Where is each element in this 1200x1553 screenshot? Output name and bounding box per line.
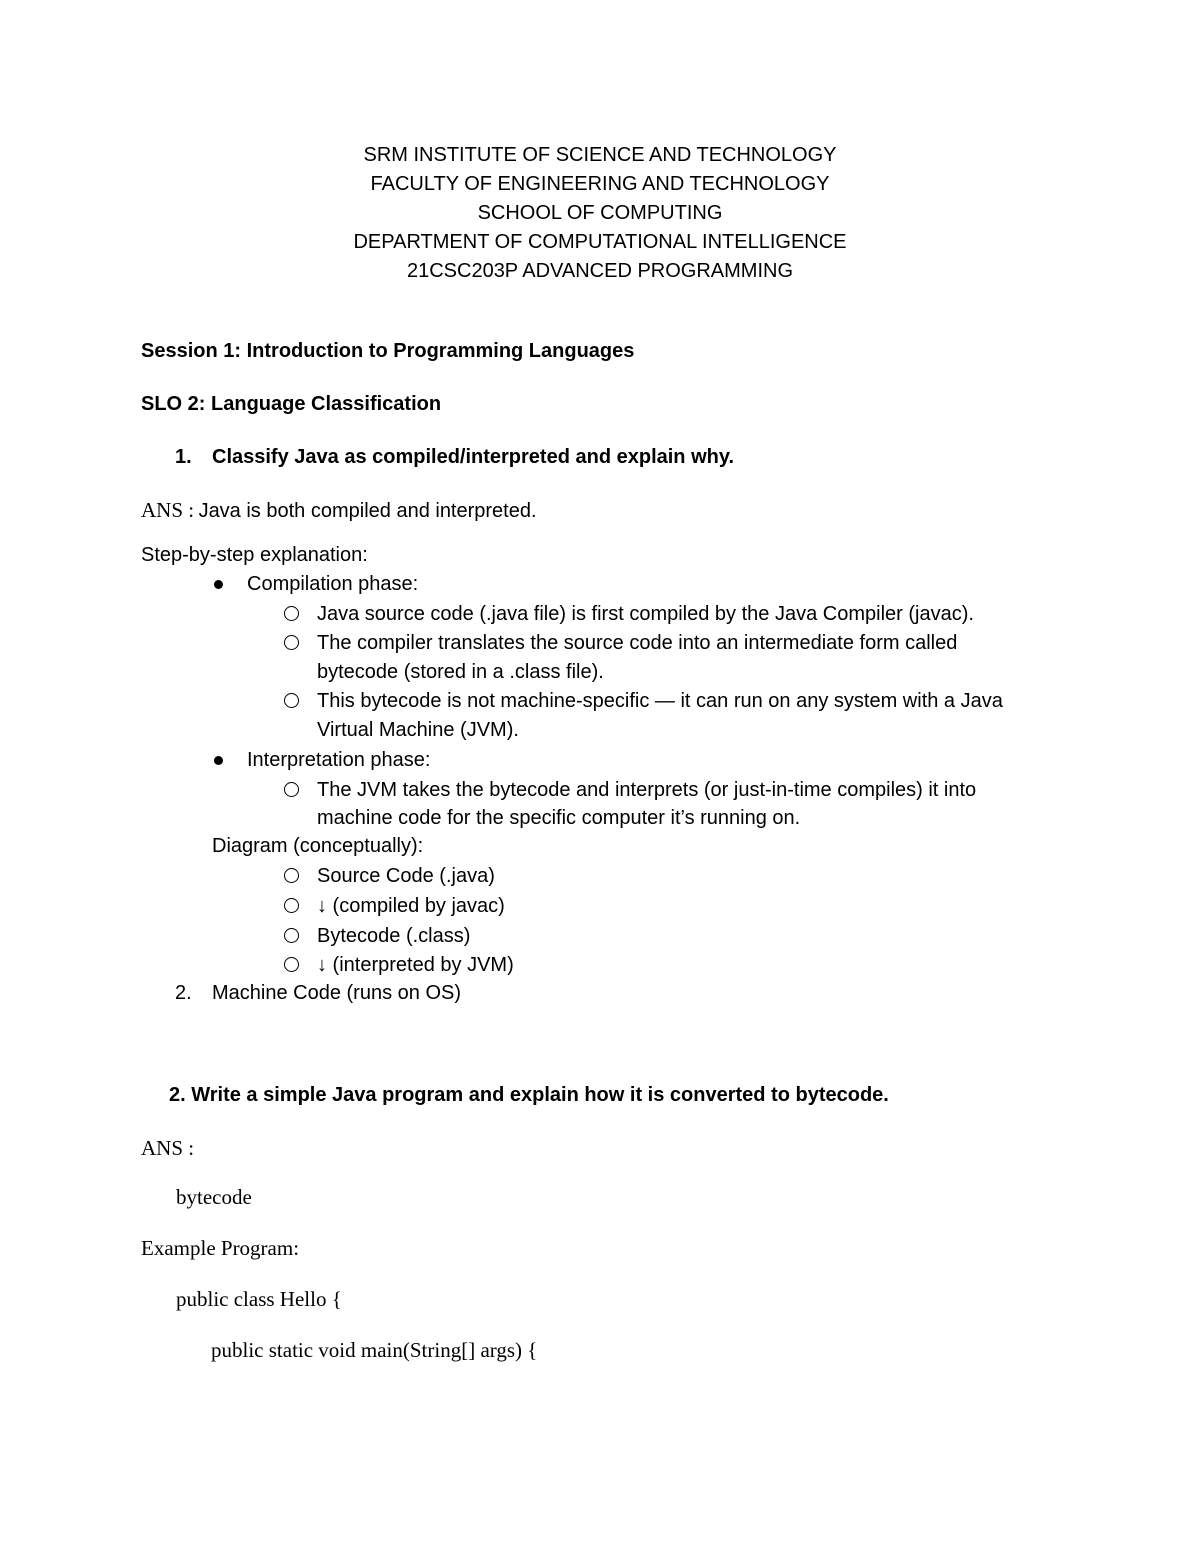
steps-heading: Step-by-step explanation: bbox=[141, 544, 368, 566]
course-title: 21CSC203P ADVANCED PROGRAMMING bbox=[406, 260, 794, 282]
diagram-label: Diagram (conceptually): bbox=[212, 835, 424, 857]
interpretation-item-line-1: The JVM takes the bytecode and interprets (or just-in-time compiles) it into bbox=[317, 779, 977, 801]
faculty-title: FACULTY OF ENGINEERING AND TECHNOLOGY bbox=[370, 173, 830, 195]
compilation-phase-label: Compilation phase: bbox=[247, 573, 419, 595]
answer-1-label: ANS : bbox=[141, 498, 195, 522]
compilation-item-2-line-2: bytecode (stored in a .class file). bbox=[317, 661, 604, 683]
department-title: DEPARTMENT OF COMPUTATIONAL INTELLIGENCE bbox=[353, 231, 847, 253]
diagram-final-number: 2. bbox=[175, 982, 192, 1004]
question-1-text: Classify Java as compiled/interpreted and explain why. bbox=[212, 446, 735, 468]
question-1-number: 1. bbox=[175, 446, 192, 468]
question-2-text: 2. Write a simple Java program and explain how it is converted to bytecode. bbox=[169, 1084, 889, 1106]
interpretation-item-line-2: machine code for the specific computer it’s running on. bbox=[317, 807, 801, 829]
document-header bbox=[0, 141, 1200, 286]
circle-bullet-icon bbox=[284, 868, 299, 883]
diagram-item-source: Source Code (.java) bbox=[317, 865, 495, 887]
session-heading: Session 1: Introduction to Programming Languages bbox=[141, 340, 635, 362]
circle-bullet-icon bbox=[284, 693, 299, 708]
circle-bullet-icon bbox=[284, 635, 299, 650]
circle-bullet-icon bbox=[284, 957, 299, 972]
code-line-1: public class Hello { bbox=[176, 1287, 342, 1311]
slo-heading: SLO 2: Language Classification bbox=[141, 393, 442, 415]
diagram-final-item: Machine Code (runs on OS) bbox=[212, 982, 462, 1004]
answer-2-label: ANS : bbox=[141, 1136, 195, 1160]
compilation-item-1: Java source code (.java file) is first compiled by the Java Compiler (javac). bbox=[317, 603, 974, 625]
example-program-label: Example Program: bbox=[141, 1236, 300, 1260]
circle-bullet-icon bbox=[284, 606, 299, 621]
diagram-item-bytecode: Bytecode (.class) bbox=[317, 925, 471, 947]
institute-title: SRM INSTITUTE OF SCIENCE AND TECHNOLOGY bbox=[363, 144, 837, 166]
school-title: SCHOOL OF COMPUTING bbox=[477, 202, 723, 224]
diagram-item-compile-arrow: ↓ (compiled by javac) bbox=[317, 895, 505, 917]
answer-1-text: Java is both compiled and interpreted. bbox=[198, 500, 537, 522]
code-line-2: public static void main(String[] args) { bbox=[211, 1338, 538, 1362]
circle-bullet-icon bbox=[284, 782, 299, 797]
disc-bullet-icon bbox=[214, 756, 223, 765]
answer-1 bbox=[141, 496, 537, 525]
circle-bullet-icon bbox=[284, 928, 299, 943]
compilation-item-2-line-1: The compiler translates the source code into an intermediate form called bbox=[317, 632, 958, 654]
interpretation-phase-label: Interpretation phase: bbox=[247, 749, 431, 771]
compilation-item-3-line-1: This bytecode is not machine-specific — it can run on any system with a Java bbox=[317, 690, 1003, 712]
disc-bullet-icon bbox=[214, 580, 223, 589]
compilation-item-3-line-2: Virtual Machine (JVM). bbox=[317, 719, 519, 741]
bytecode-label: bytecode bbox=[176, 1185, 252, 1209]
diagram-item-interpret-arrow: ↓ (interpreted by JVM) bbox=[317, 954, 514, 976]
circle-bullet-icon bbox=[284, 898, 299, 913]
